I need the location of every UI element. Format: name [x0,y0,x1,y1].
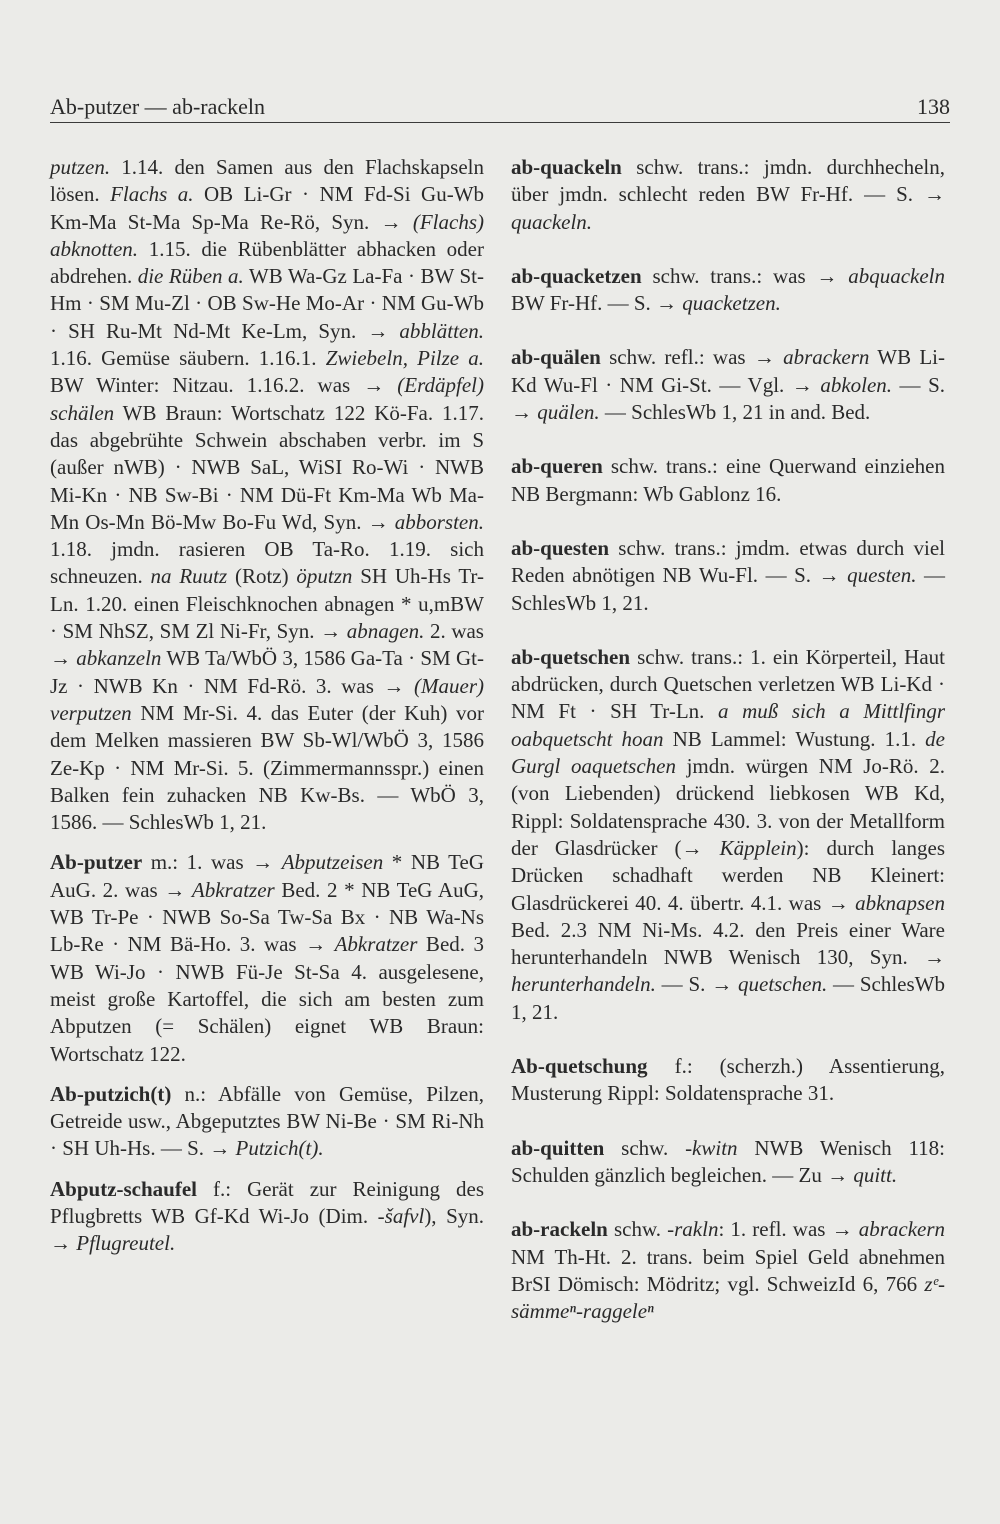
text-run: — S. → [511,372,945,425]
text-run: NM Mr-Si. 4. das Euter (der Kuh) vor dem Melken massieren BW Sb-Wl/WbÖ 3, 1586 Ze-Kp · NM Mr-Si. 5. (Zimmermannsspr.) einen Balken fein zuhacken NB Kw-Bs. — WbÖ 3, 1586. — SchlesWb 1, 21. [50,700,484,835]
italic-text-run: -šafvl [377,1203,425,1228]
italic-text-run: (Erdäpfel) schälen [50,373,484,425]
italic-text-run: quälen. [537,400,600,425]
text-run: jmdn. würgen NM Jo-Rö. 2. (von Liebenden) drückend liebkosen WB Kd, Rippl: Soldatensprache 430. 3. von der Metallform der Glasdrücker (→ [511,754,945,860]
text-run: SH Uh-Hs Tr-Ln. 1.20. einen Fleischknochen abnagen * u,mBW · SM NhSZ, SM Zl Ni-Fr, Syn. → [50,564,484,644]
italic-text-run: abblätten. [399,318,484,343]
text-run: NM Th-Ht. 2. trans. beim Spiel Geld abnehmen BrSI Dömisch: Mödritz; vgl. SchweizId 6, 766 [511,1244,945,1296]
text-run: * NB TeG AuG. 2. was → [50,850,485,902]
text-run: — S. → [655,972,738,997]
italic-text-run: abborsten. [394,509,484,534]
text-run: : 1. refl. was → [718,1217,859,1242]
text-run: NWB Wenisch 118: Schulden gänzlich begleichen. — Zu → [511,1135,945,1187]
text-run: schw. trans.: 1. ein Körperteil, Haut abdrücken, durch Quetschen verletzen WB Li-Kd · NM Ft · SH Tr-Ln. [511,644,945,724]
text-run: schw. trans.: jmdm. etwas durch viel Reden abnötigen NB Wu-Fl. — S. → [511,535,945,588]
text-run: schw. trans.: was → [641,263,849,288]
italic-text-run: Flachs a. [110,182,194,207]
italic-text-run: Abkratzer [334,932,418,957]
text-run: n.: Abfälle von Gemüse, Pilzen, Getreide usw., Abgeputztes BW Ni-Be · SM Ri-Nh · SH Uh-Hs. — S. → [50,1081,484,1161]
text-run: — SchlesWb 1, 21. [511,972,945,1024]
dictionary-entry [511,644,945,1026]
dictionary-entry [511,1053,945,1108]
italic-text-run: (Mauer) verputzen [50,673,484,725]
italic-text-run: -rakln [667,1217,719,1242]
entry-headword: Ab-putzer [50,850,143,875]
text-run: WB Braun: Wortschatz 122 Kö-Fa. 1.17. das abgebrühte Schwein abschaben verbr. im S (außer nWB) · NWB SaL, WiSI Ro-Wi · NWB Mi-Kn · NB Sw-Bi · NM Dü-Ft Km-Ma Wb Ma-Mn Os-Mn Bö-Mw Bo-Fu Wd, Syn. → [50,400,484,534]
right-column [511,154,945,1325]
italic-text-run: quackeln. [511,209,593,234]
text-run: WB Wa-Gz La-Fa · BW St-Hm · SM Mu-Zl · OB Sw-He Mo-Ar · NM Gu-Wb · SH Ru-Mt Nd-Mt Ke-Lm, Syn. → [50,264,484,343]
text-run: NB Lammel: Wustung. 1.1. [663,726,926,751]
italic-text-run: putzen. [50,155,111,179]
dictionary-entry [511,154,945,236]
text-run: — SchlesWb 1, 21 in and. Bed. [599,400,871,425]
entry-headword: ab-quetschen [511,644,631,669]
entry-headword: ab-quitten [511,1135,605,1160]
italic-text-run: zᵉ-sämmeⁿ-raggeleⁿ [511,1271,945,1324]
text-run: 2. was → [50,619,484,671]
italic-text-run: abrackern [783,345,870,370]
entry-headword: Ab-quetschung [511,1054,648,1079]
text-run: f.: Gerät zur Reinigung des Pflugbretts WB Gf-Kd Wi-Jo (Dim. [50,1176,484,1228]
page-header [50,92,950,123]
text-run: — SchlesWb 1, 21. [511,563,946,615]
text-run: OB Li-Gr · NM Fd-Si Gu-Wb Km-Ma St-Ma Sp-Ma Re-Rö, Syn. → [50,182,485,234]
italic-text-run: questen. [847,563,917,588]
entry-headword: ab-quälen [511,345,601,370]
entry-continuation [50,154,484,836]
italic-text-run: (Flachs) abknotten. [50,209,484,261]
italic-text-run: quitt. [853,1162,898,1187]
dictionary-entry [511,1216,945,1325]
text-run: m.: 1. was → [142,850,282,875]
text-run: 1.16. Gemüse säubern. 1.16.1. [50,346,326,371]
italic-text-run: abquackeln [848,263,945,288]
italic-text-run: herunterhandeln. [511,972,656,997]
text-run: 1.14. den Samen aus den Flachskapseln lösen. [50,155,484,207]
italic-text-run: a muß sich a Mittlfingr oabquetscht hoan [511,699,945,751]
italic-text-run: die Rüben a. [137,264,244,289]
running-title: Ab-putzer — ab-rackeln [50,94,266,119]
text-run: WB Ta/WbÖ 3, 1586 Ga-Ta · SM Gt-Jz · NWB Kn · NM Fd-Rö. 3. was → [50,646,484,698]
dictionary-entry [511,1135,945,1190]
text-run: BW Winter: Nitzau. 1.16.2. was → [50,373,398,398]
italic-text-run: Pflugreutel. [76,1231,176,1256]
text-run: schw. [604,1135,686,1160]
entry-headword: Ab-putzich(t) [50,1081,172,1106]
italic-text-run: abnagen. [346,619,425,644]
italic-text-run: abkanzeln [76,646,162,671]
text-run: Bed. 2 * NB TeG AuG, WB Tr-Pe · NWB So-Sa Tw-Sa Bx · NB Wa-Ns Lb-Re · NM Bä-Ho. 3. was → [50,877,484,957]
dictionary-entry [50,849,484,1067]
italic-text-run: quetschen. [738,972,828,997]
text-run: 1.15. die Rübenblätter abhacken oder abdrehen. [50,236,484,289]
italic-text-run: Putzich(t). [235,1136,324,1161]
entry-headword: ab-rackeln [511,1217,608,1242]
text-run: schw. refl.: was → [600,345,784,370]
italic-text-run: abknapsen [855,890,945,915]
italic-text-run: Abkratzer [191,877,275,902]
italic-text-run: na Ruutz [150,564,228,589]
entry-headword: ab-quacketzen [511,263,642,288]
dictionary-entry [511,535,945,617]
text-run: WB Li-Kd Wu-Fl · NM Gi-St. — Vgl. → [511,345,945,397]
dictionary-entry [511,344,945,426]
text-run: Bed. 2.3 NM Ni-Ms. 4.2. den Preis einer Ware herunterhandeln NWB Wenisch 130, Syn. → [511,917,945,970]
italic-text-run: Käpplein [719,835,797,860]
italic-text-run: quacketzen. [682,291,781,316]
entry-headword: ab-queren [511,454,603,479]
entry-headword: ab-questen [511,535,610,560]
dictionary-entry [511,453,945,508]
text-run: schw. trans.: eine Querwand einziehen NB Bergmann: Wb Gablonz 16. [511,454,945,506]
text-run: (Rotz) [227,564,297,589]
italic-text-run: öputzn [296,564,353,589]
text-run: Bed. 3 WB Wi-Jo · NWB Fü-Je St-Sa 4. ausgelesene, meist große Kartoffel, die sich am besten zum Abputzen (= Schälen) eignet WB Braun: Wortschatz 122. [50,932,485,1066]
page-number: 138 [917,94,950,119]
italic-text-run: Zwiebeln, Pilze a. [325,346,484,371]
text-run: BW Fr-Hf. — S. → [511,291,683,316]
dictionary-entry [511,263,945,318]
entry-headword: Abputz-schaufel [50,1176,198,1201]
text-run: f.: (scherzh.) Assentierung, Musterung Rippl: Soldatensprache 31. [511,1054,945,1106]
dictionary-entry [50,1176,484,1258]
italic-text-run: Abputzeisen [281,850,384,875]
italic-text-run: abrackern [858,1217,946,1242]
text-run: schw. [607,1217,668,1242]
italic-text-run: de Gurgl oaquetschen [511,726,945,779]
entry-headword: ab-quackeln [511,155,622,179]
italic-text-run: -kwitn [685,1135,738,1160]
text-run: 1.18. jmdn. rasieren OB Ta-Ro. 1.19. sich schneuzen. [50,537,484,589]
text-run: ): durch langes Drücken schadhaft werden NB Kleinert: Glasdrückerei 40. 4. übertr. 4.1. was → [511,835,945,915]
left-column [50,154,484,1258]
text-run: ), Syn. → [50,1203,484,1256]
dictionary-entry [50,1081,484,1163]
italic-text-run: abkolen. [820,372,893,397]
text-run: schw. trans.: jmdn. durchhecheln, über jmdn. schlecht reden BW Fr-Hf. — S. → [511,155,945,207]
